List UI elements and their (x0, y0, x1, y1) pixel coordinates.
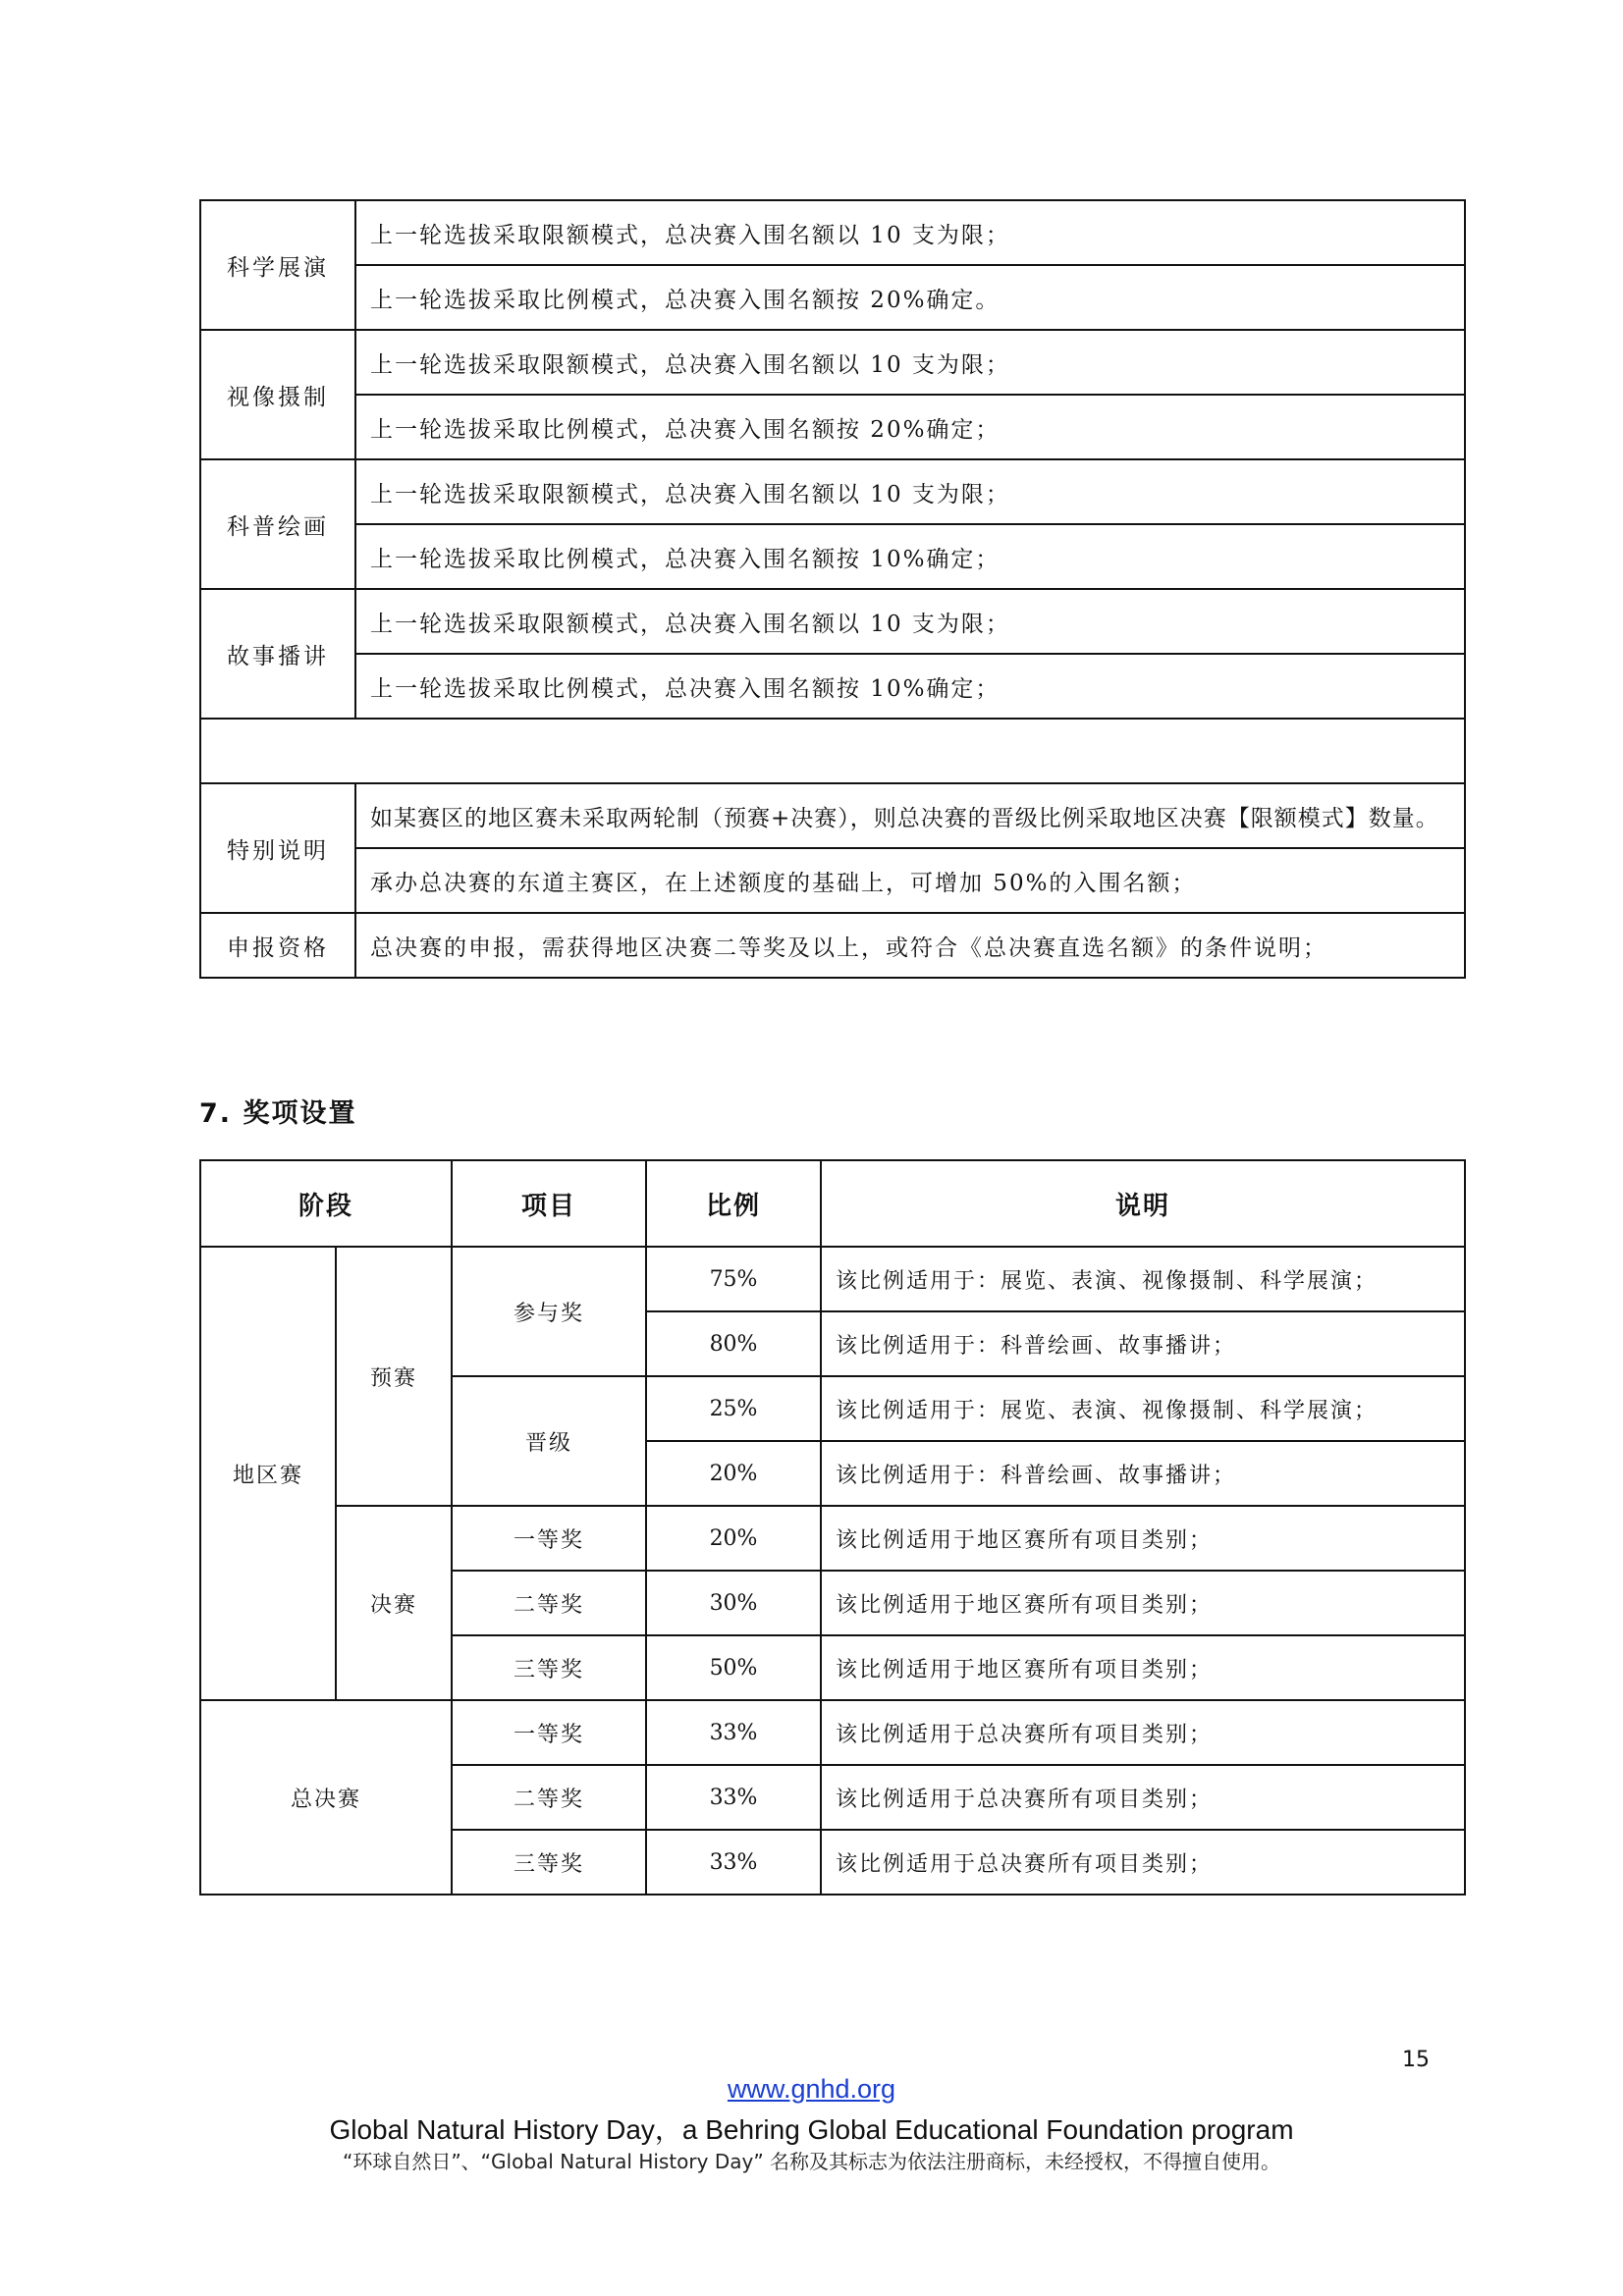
category-cell: 科普绘画 (200, 459, 355, 589)
stage-grand-final: 总决赛 (200, 1700, 452, 1895)
table-row (200, 265, 1465, 330)
note-cell: 该比例适用于总决赛所有项目类别； (821, 1765, 1465, 1830)
table-row (200, 1247, 1465, 1311)
item-cell: 三等奖 (452, 1635, 646, 1700)
rule-cell: 上一轮选拔采取限额模式，总决赛入围名额以 10 支为限； (355, 200, 1465, 265)
footer-trademark-notice: “环球自然日”、“Global Natural History Day” 名称及其标志为依法注册商标，未经授权，不得擅自使用。 (342, 2150, 1281, 2173)
footer-tagline: Global Natural History Day，a Behring Global Educational Foundation program (329, 2114, 1294, 2145)
note-cell: 该比例适用于总决赛所有项目类别； (821, 1830, 1465, 1895)
header-note: 说明 (821, 1160, 1465, 1247)
table-header-row (200, 1160, 1465, 1247)
category-cell: 视像摄制 (200, 330, 355, 459)
ratio-cell: 20% (646, 1506, 821, 1571)
category-cell: 故事播讲 (200, 589, 355, 719)
item-cell: 二等奖 (452, 1571, 646, 1635)
empty-cell (200, 719, 1465, 783)
table-row (200, 459, 1465, 524)
note-cell: 该比例适用于：科普绘画、故事播讲； (821, 1311, 1465, 1376)
rule-cell: 上一轮选拔采取比例模式，总决赛入围名额按 20%确定； (355, 395, 1465, 459)
ratio-cell: 50% (646, 1635, 821, 1700)
item-cell: 参与奖 (452, 1247, 646, 1376)
table-row (200, 524, 1465, 589)
awards-table (199, 1159, 1466, 1896)
ratio-cell: 80% (646, 1311, 821, 1376)
ratio-cell: 30% (646, 1571, 821, 1635)
rule-cell: 上一轮选拔采取限额模式，总决赛入围名额以 10 支为限； (355, 589, 1465, 654)
table-row (200, 200, 1465, 265)
note-cell: 该比例适用于：展览、表演、视像摄制、科学展演； (821, 1247, 1465, 1311)
ratio-cell: 33% (646, 1700, 821, 1765)
rule-cell: 上一轮选拔采取限额模式，总决赛入围名额以 10 支为限； (355, 330, 1465, 395)
footer-link[interactable]: www.gnhd.org (727, 2074, 896, 2104)
category-cell: 特别说明 (200, 783, 355, 913)
table-row (200, 848, 1465, 913)
rule-cell: 总决赛的申报，需获得地区决赛二等奖及以上，或符合《总决赛直选名额》的条件说明； (355, 913, 1465, 978)
table-row (200, 589, 1465, 654)
section-heading: 7. 奖项设置 (199, 1098, 357, 1129)
stage-final: 决赛 (336, 1506, 452, 1700)
note-cell: 该比例适用于总决赛所有项目类别； (821, 1700, 1465, 1765)
table-row-empty (200, 719, 1465, 783)
rule-cell: 上一轮选拔采取比例模式，总决赛入围名额按 20%确定。 (355, 265, 1465, 330)
table-row (200, 783, 1465, 848)
page-number: 15 (1402, 2048, 1430, 2072)
stage-regional: 地区赛 (200, 1247, 336, 1700)
ratio-cell: 33% (646, 1830, 821, 1895)
ratio-cell: 75% (646, 1247, 821, 1311)
item-cell: 一等奖 (452, 1506, 646, 1571)
item-cell: 一等奖 (452, 1700, 646, 1765)
category-cell: 申报资格 (200, 913, 355, 978)
quota-table (199, 199, 1466, 979)
item-cell: 晋级 (452, 1376, 646, 1506)
table-row (200, 330, 1465, 395)
table-row (200, 395, 1465, 459)
rule-cell: 承办总决赛的东道主赛区，在上述额度的基础上，可增加 50%的入围名额； (355, 848, 1465, 913)
header-ratio: 比例 (646, 1160, 821, 1247)
item-cell: 二等奖 (452, 1765, 646, 1830)
note-cell: 该比例适用于地区赛所有项目类别； (821, 1506, 1465, 1571)
header-stage: 阶段 (200, 1160, 452, 1247)
rule-cell: 如某赛区的地区赛未采取两轮制（预赛+决赛），则总决赛的晋级比例采取地区决赛【限额模式】数量。 (355, 783, 1465, 848)
note-cell: 该比例适用于：科普绘画、故事播讲； (821, 1441, 1465, 1506)
note-cell: 该比例适用于地区赛所有项目类别； (821, 1635, 1465, 1700)
rule-cell: 上一轮选拔采取比例模式，总决赛入围名额按 10%确定； (355, 654, 1465, 719)
note-cell: 该比例适用于地区赛所有项目类别； (821, 1571, 1465, 1635)
table-row (200, 1700, 1465, 1765)
rule-cell: 上一轮选拔采取限额模式，总决赛入围名额以 10 支为限； (355, 459, 1465, 524)
table-row (200, 1506, 1465, 1571)
table-row (200, 913, 1465, 978)
category-cell: 科学展演 (200, 200, 355, 330)
stage-prelim: 预赛 (336, 1247, 452, 1506)
ratio-cell: 33% (646, 1765, 821, 1830)
ratio-cell: 20% (646, 1441, 821, 1506)
rule-cell: 上一轮选拔采取比例模式，总决赛入围名额按 10%确定； (355, 524, 1465, 589)
header-item: 项目 (452, 1160, 646, 1247)
item-cell: 三等奖 (452, 1830, 646, 1895)
note-cell: 该比例适用于：展览、表演、视像摄制、科学展演； (821, 1376, 1465, 1441)
table-row (200, 654, 1465, 719)
ratio-cell: 25% (646, 1376, 821, 1441)
